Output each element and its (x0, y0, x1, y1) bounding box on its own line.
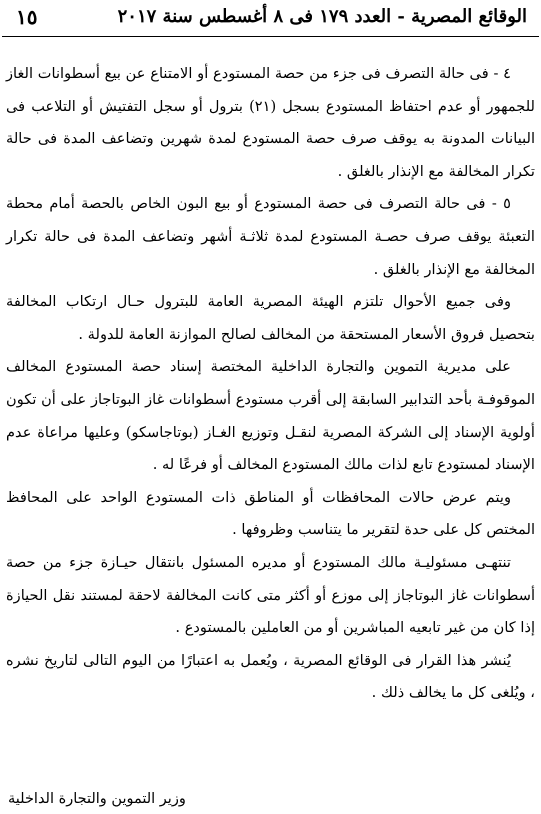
header-title: الوقائع المصرية - العدد ١٧٩ فى ٨ أغسطس سنة ٢٠١٧ (117, 6, 527, 27)
document-body (6, 58, 535, 710)
page-number: ١٥ (16, 5, 38, 29)
clause-4-paragraph: ٤ - فى حالة التصرف فى جزء من حصة المستودع أو الامتناع عن بيع أسطوانات الغاز للجمهور أو عدم احتفاظ المستودع بسجل (٢١) بترول أو سجل التفتيش أو التلاعب فى البيانات المدونة به يوقف صرف حصة المستودع لمدة شهرين وتضاعف المدة فى حالة تكرار المخالفة مع الإنذار بالغلق . (6, 65, 535, 180)
header-rule (2, 36, 539, 37)
price-difference-paragraph: وفى جميع الأحوال تلتزم الهيئة المصرية العامة للبترول حـال ارتكاب المخالفة بتحصيل فروق الأسعار المستحقة من المخالف لصالح الموازنة العامة للدولة . (6, 293, 535, 343)
liability-paragraph: تنتهـى مسئوليـة مالك المستودع أو مديره المسئول بانتقال حيـازة جزء من حصة أسطوانات غاز البوتاجاز إلى موزع أو أكثر متى كانت المخالفة لاحقة لمستند نقل الحيازة إذا كان من غير تابعيه المباشرين أو من العاملين بالمستودع . (6, 553, 535, 637)
reassignment-paragraph: على مديرية التموين والتجارة الداخلية المختصة إسناد حصة المستودع المخالف الموقوفـة بأحد التدابير السابقة إلى أقرب مستودع أسطوانات غاز البوتاجاز على أن تكون أولوية الإسناد إلى الشركة المصرية لنقـل وتوزيع الغـاز (بوتاجاسكو) وعليها مراعاة عدم الإسناد لمستودع تابع لذات مالك المستودع المخالف أو فرعًا له . (6, 358, 535, 474)
single-depot-paragraph: ويتم عرض حالات المحافظات أو المناطق ذات المستودع الواحد على المحافظ المختص كل على حدة لتقرير ما يتناسب وظروفها . (6, 488, 535, 539)
minister-signature-line: وزير التموين والتجارة الداخلية (8, 791, 186, 807)
publication-paragraph: يُنشر هذا القرار فى الوقائع المصرية ، ويُعمل به اعتبارًا من اليوم التالى لتاريخ نشره ، ويُلغى كل ما يخالف ذلك . (6, 651, 535, 702)
page-header (8, 4, 533, 32)
clause-5-paragraph: ٥ - فى حالة التصرف فى حصة المستودع أو بيع البون الخاص بالحصة أمام محطة التعبئة يوقف صرف حصـة المستودع لمدة ثلاثـة أشهر وتضاعف المدة فى حالة تكرار المخالفة مع الإنذار بالغلق . (6, 195, 535, 278)
